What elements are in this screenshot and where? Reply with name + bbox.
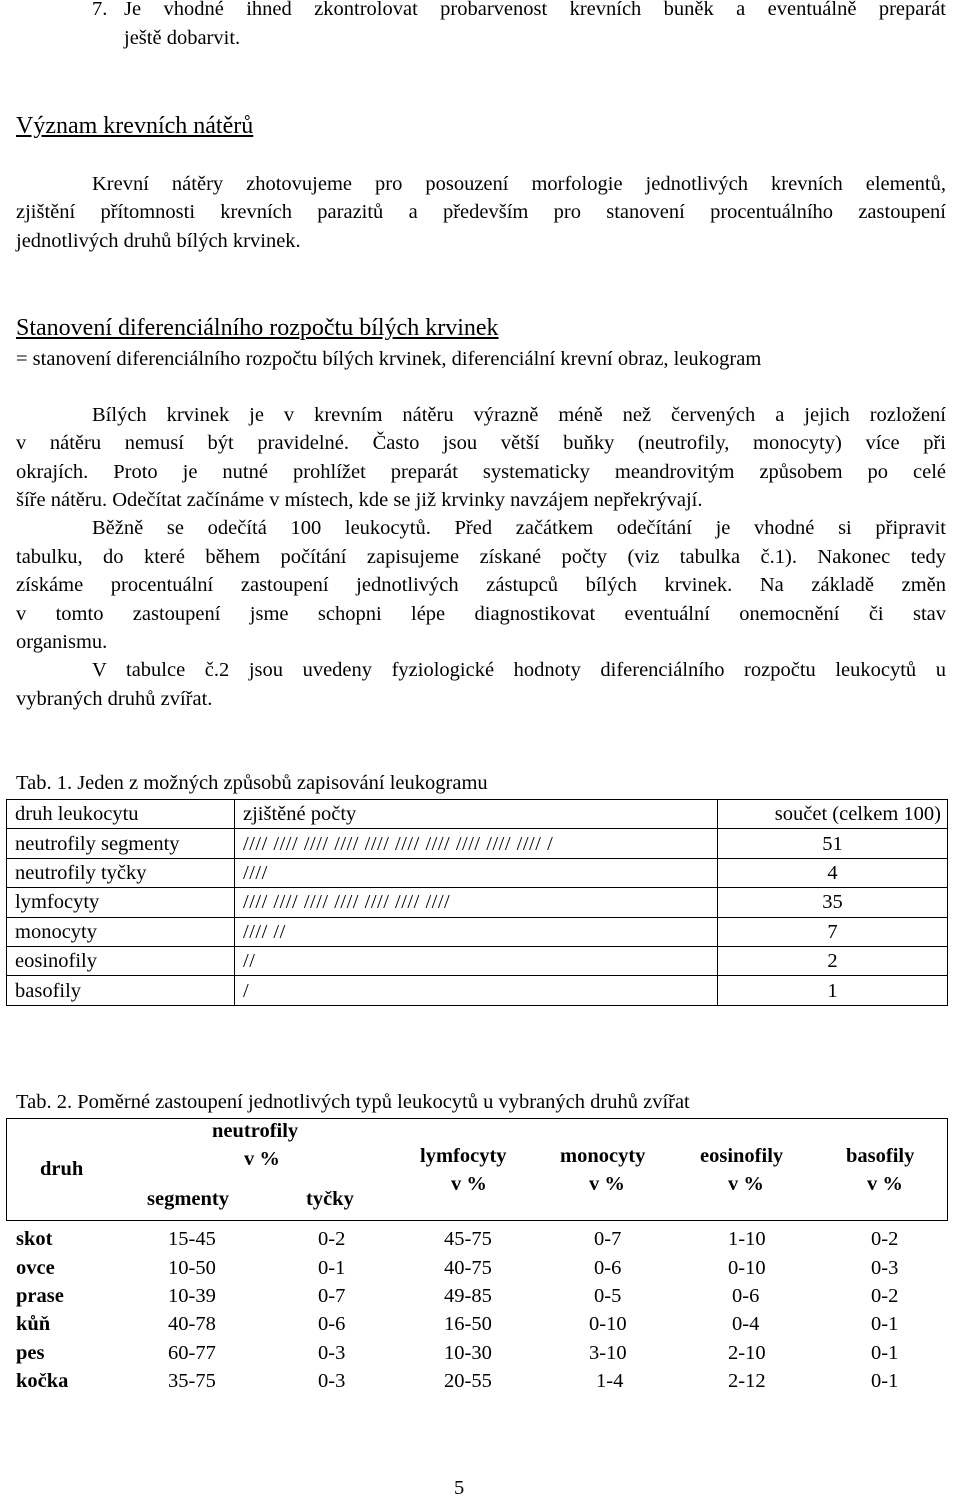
paragraph-line: vybraných druhů zvířat. [16, 688, 213, 710]
list-item-text-line-2: ještě dobarvit. [124, 27, 241, 49]
paragraph-line: jednotlivých druhů bílých krvinek. [16, 230, 301, 252]
cell-monocyty: 3-10 [589, 1342, 627, 1364]
cell-type: lymfocyty [7, 888, 235, 917]
table2-caption: Tab. 2. Poměrné zastoupení jednotlivých typů leukocytů u vybraných druhů zvířat [16, 1091, 690, 1113]
table-row [7, 946, 948, 975]
row-species: pes [16, 1342, 45, 1364]
table-row [7, 888, 948, 917]
cell-basofily: 0-2 [871, 1285, 899, 1307]
cell-sum: 35 [718, 888, 948, 917]
cell-segmenty: 10-50 [168, 1257, 216, 1279]
section-heading-stanoveni: Stanovení diferenciálního rozpočtu bílých krvinek [16, 315, 499, 341]
table-row [7, 917, 948, 946]
header-basofily-unit: v % [867, 1173, 903, 1195]
table-header-row [7, 800, 948, 829]
cell-tycky: 0-6 [318, 1313, 346, 1335]
cell-basofily: 0-3 [871, 1257, 899, 1279]
cell-sum: 4 [718, 858, 948, 887]
cell-tally: //// //// //// //// //// //// //// [235, 888, 718, 917]
paragraph-line: okrajích. Proto je nutné prohlížet preparát systematicky meandrovitým způsobem po celé [16, 461, 946, 483]
cell-eosinofily: 1-10 [728, 1228, 766, 1250]
cell-monocyty: 0-10 [589, 1313, 627, 1335]
cell-eosinofily: 0-4 [732, 1313, 760, 1335]
cell-segmenty: 40-78 [168, 1313, 216, 1335]
header-lymfocyty: lymfocyty [420, 1145, 507, 1167]
header-eosinofily: eosinofily [700, 1145, 784, 1167]
table-row [7, 858, 948, 887]
cell-monocyty: 1-4 [596, 1370, 624, 1392]
cell-segmenty: 10-39 [168, 1285, 216, 1307]
cell-segmenty: 35-75 [168, 1370, 216, 1392]
header-lymfocyty-unit: v % [451, 1173, 487, 1195]
paragraph-line: v tomto zastoupení jsme schopni lépe diagnostikovat eventuální onemocnění či stav [16, 603, 946, 625]
cell-monocyty: 0-6 [594, 1257, 622, 1279]
cell-lymfocyty: 49-85 [444, 1285, 492, 1307]
cell-eosinofily: 2-10 [728, 1342, 766, 1364]
paragraph-line: získáme procentuální zastoupení jednotlivých zástupců bílých krvinek. Na základě změn [16, 574, 946, 596]
cell-basofily: 0-1 [871, 1313, 899, 1335]
header-neutrofily-unit: v % [244, 1148, 280, 1170]
row-species: skot [16, 1228, 53, 1250]
cell-type: basofily [7, 976, 235, 1005]
header-tycky: tyčky [306, 1188, 354, 1210]
header-monocyty-unit: v % [589, 1173, 625, 1195]
cell-sum: 2 [718, 946, 948, 975]
cell-tally: //// // [235, 917, 718, 946]
cell-lymfocyty: 45-75 [444, 1228, 492, 1250]
table-header-cell: druh leukocytu [7, 800, 235, 829]
paragraph-line: Běžně se odečítá 100 leukocytů. Před začátkem odečítání je vhodné si připravit [92, 517, 946, 539]
paragraph-line: V tabulce č.2 jsou uvedeny fyziologické hodnoty diferenciálního rozpočtu leukocytů u [92, 659, 946, 681]
table-row [7, 976, 948, 1005]
paragraph-line: tabulku, do které během počítání zapisujeme získané počty (viz tabulka č.1). Nakonec tedy [16, 546, 946, 568]
cell-tycky: 0-3 [318, 1370, 346, 1392]
cell-eosinofily: 0-6 [732, 1285, 760, 1307]
row-species: kůň [16, 1313, 51, 1335]
cell-lymfocyty: 20-55 [444, 1370, 492, 1392]
paragraph-line: Bílých krvinek je v krevním nátěru výrazně méně než červených a jejich rozložení [92, 404, 946, 426]
leukogram-tally-table [6, 799, 948, 1006]
table1-caption: Tab. 1. Jeden z možných způsobů zapisování leukogramu [16, 772, 488, 794]
cell-tycky: 0-3 [318, 1342, 346, 1364]
section-heading-vyznam: Význam krevních nátěrů [16, 113, 254, 139]
cell-tally: //// [235, 858, 718, 887]
cell-tycky: 0-1 [318, 1257, 346, 1279]
paragraph-line: zjištění přítomnosti krevních parazitů a především pro stanovení procentuálního zastoupení [16, 201, 946, 223]
cell-basofily: 0-1 [871, 1370, 899, 1392]
cell-segmenty: 15-45 [168, 1228, 216, 1250]
table-header-cell: součet (celkem 100) [718, 800, 948, 829]
cell-monocyty: 0-5 [594, 1285, 622, 1307]
cell-tally: // [235, 946, 718, 975]
row-species: prase [16, 1285, 64, 1307]
paragraph-line: Krevní nátěry zhotovujeme pro posouzení morfologie jednotlivých krevních elementů, [92, 173, 946, 195]
header-eosinofily-unit: v % [728, 1173, 764, 1195]
cell-tally: //// //// //// //// //// //// //// //// //// //// / [235, 829, 718, 858]
table-header-cell: zjištěné počty [235, 800, 718, 829]
cell-lymfocyty: 40-75 [444, 1257, 492, 1279]
cell-type: monocyty [7, 917, 235, 946]
row-species: kočka [16, 1370, 69, 1392]
row-species: ovce [16, 1257, 55, 1279]
cell-tycky: 0-7 [318, 1285, 346, 1307]
header-druh: druh [40, 1158, 84, 1180]
table-row [7, 829, 948, 858]
cell-eosinofily: 2-12 [728, 1370, 766, 1392]
cell-basofily: 0-1 [871, 1342, 899, 1364]
cell-type: neutrofily segmenty [7, 829, 235, 858]
cell-sum: 1 [718, 976, 948, 1005]
list-item-text-line-1: Je vhodné ihned zkontrolovat probarvenost krevních buněk a eventuálně preparát [124, 0, 946, 20]
cell-basofily: 0-2 [871, 1228, 899, 1250]
header-monocyty: monocyty [560, 1145, 646, 1167]
cell-lymfocyty: 16-50 [444, 1313, 492, 1335]
cell-segmenty: 60-77 [168, 1342, 216, 1364]
header-basofily: basofily [846, 1145, 915, 1167]
cell-type: neutrofily tyčky [7, 858, 235, 887]
page-number: 5 [454, 1477, 465, 1499]
cell-tally: / [235, 976, 718, 1005]
cell-eosinofily: 0-10 [728, 1257, 766, 1279]
cell-sum: 7 [718, 917, 948, 946]
cell-lymfocyty: 10-30 [444, 1342, 492, 1364]
paragraph-line: v nátěru nemusí být pravidelné. Často jsou větší buňky (neutrofily, monocyty) více při [16, 432, 946, 454]
header-neutrofily: neutrofily [212, 1120, 299, 1142]
cell-type: eosinofily [7, 946, 235, 975]
paragraph-line: organismu. [16, 631, 108, 653]
list-item-number: 7. [92, 0, 108, 20]
header-segmenty: segmenty [147, 1188, 229, 1210]
cell-tycky: 0-2 [318, 1228, 346, 1250]
cell-sum: 51 [718, 829, 948, 858]
definition-line: = stanovení diferenciálního rozpočtu bílých krvinek, diferenciální krevní obraz, leukogram [16, 348, 762, 370]
cell-monocyty: 0-7 [594, 1228, 622, 1250]
paragraph-line: šíře nátěru. Odečítat začínáme v místech, kde se již krvinky navzájem nepřekrývají. [16, 489, 703, 511]
